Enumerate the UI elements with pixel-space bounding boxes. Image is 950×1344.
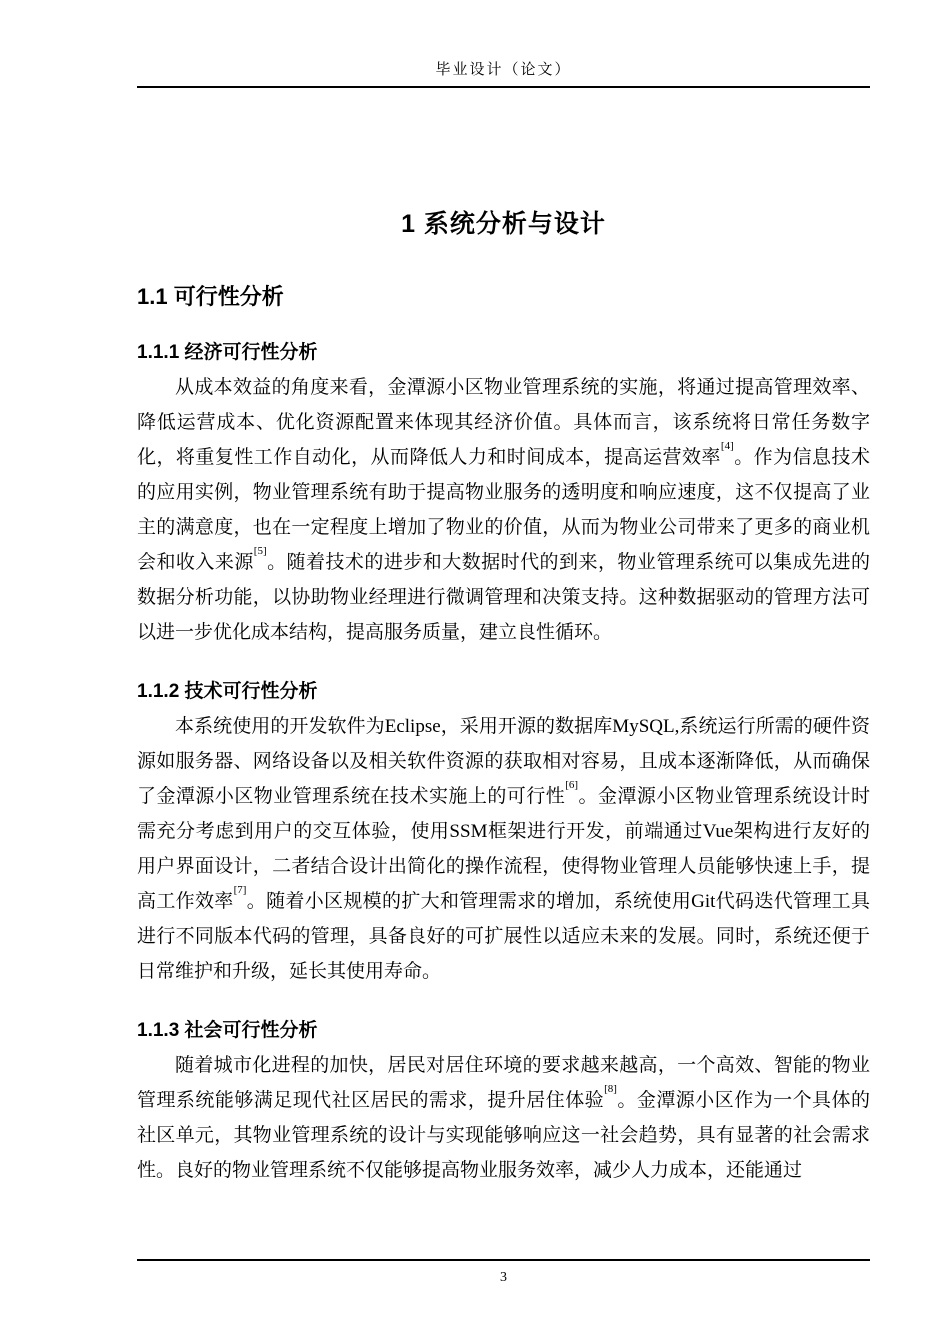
page-number: 3	[500, 1270, 507, 1285]
document-body	[137, 204, 870, 1188]
paragraph-text: 本系统使用的开发软件为Eclipse，采用开源的数据库MySQL,系统运行所需的硬件资源如服务器、网络设备以及相关软件资源的获取相对容易，且成本逐渐降低，从而确保了金潭源小区物业管理系统在技术实施上的可行性	[137, 716, 870, 807]
page-header	[137, 58, 870, 88]
paragraph-text: 。金潭源小区作为一个具体的社区单元，其物业管理系统的设计与实现能够响应这一社会趋势，具有显著的社会需求性。良好的物业管理系统不仅能够提高物业服务效率，减少人力成本，还能通过	[137, 1090, 870, 1181]
paragraph-text: 。作为信息技术的应用实例，物业管理系统有助于提高物业服务的透明度和响应速度，这不仅提高了业主的满意度，也在一定程度上增加了物业的价值，从而为物业公司带来了更多的商业机会和收入来源	[137, 447, 870, 573]
page-footer	[137, 1259, 870, 1286]
citation-ref: [6]	[565, 778, 579, 791]
subsection-heading-economic: 1.1.1 经济可行性分析	[137, 342, 318, 363]
paragraph-economic	[137, 370, 870, 650]
paragraph-text: 随着城市化进程的加快，居民对居住环境的要求越来越高，一个高效、智能的物业管理系统能够满足现代社区居民的需求，提升居住体验	[137, 1055, 870, 1111]
chapter-title: 1 系统分析与设计	[401, 210, 606, 238]
header-title: 毕业设计（论文）	[435, 62, 572, 78]
section-heading: 1.1 可行性分析	[137, 284, 284, 309]
paragraph-social	[137, 1048, 870, 1188]
paragraph-text: 。随着技术的进步和大数据时代的到来，物业管理系统可以集成先进的数据分析功能，以协助物业经理进行微调管理和决策支持。这种数据驱动的管理方法可以进一步优化成本结构，提高服务质量，建立良性循环。	[137, 552, 870, 643]
subsection-heading-social: 1.1.3 社会可行性分析	[137, 1020, 318, 1041]
citation-ref: [5]	[253, 544, 267, 557]
paragraph-text: 。金潭源小区物业管理系统设计时需充分考虑到用户的交互体验，使用SSM框架进行开发，前端通过Vue架构进行友好的用户界面设计，二者结合设计出简化的操作流程，使得物业管理人员能够快速上手，提高工作效率	[137, 786, 870, 912]
paragraph-text: 。随着小区规模的扩大和管理需求的增加，系统使用Git代码迭代管理工具进行不同版本代码的管理，具备良好的可扩展性以适应未来的发展。同时，系统还便于日常维护和升级，延长其使用寿命。	[137, 891, 870, 982]
subsection-heading-technical: 1.1.2 技术可行性分析	[137, 681, 318, 702]
paragraph-text: 从成本效益的角度来看，金潭源小区物业管理系统的实施，将通过提高管理效率、降低运营成本、优化资源配置来体现其经济价值。具体而言，该系统将日常任务数字化，将重复性工作自动化，从而降低人力和时间成本，提高运营效率	[137, 377, 870, 468]
citation-ref: [4]	[720, 439, 734, 452]
paragraph-technical	[137, 709, 870, 989]
citation-ref: [8]	[604, 1082, 617, 1095]
citation-ref: [7]	[233, 883, 247, 896]
